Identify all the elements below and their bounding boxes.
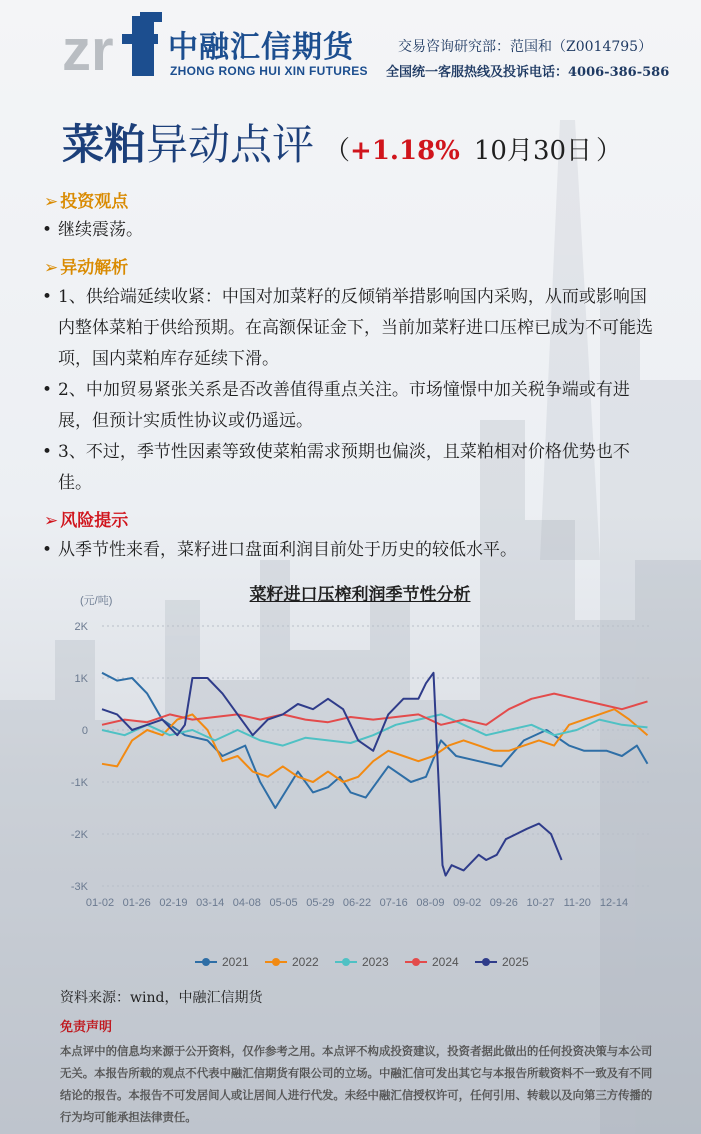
section-analysis-heading: ➢ 异动解析: [44, 258, 129, 278]
series-line-2021: [102, 673, 648, 808]
chart-canvas: [60, 574, 660, 984]
x-tick-label: 02-19: [159, 897, 188, 909]
legend-label: 2025: [502, 955, 529, 969]
company-logo-icon: [62, 12, 162, 80]
x-tick-label: 03-14: [196, 897, 225, 909]
report-title: [62, 112, 622, 172]
report-header: [0, 0, 701, 92]
hotline-info: 全国统一客服热线及投诉电话：4006-386-586: [386, 65, 670, 80]
title-paren-open: （: [324, 136, 351, 166]
profit-seasonal-chart: [60, 574, 660, 984]
legend-label: 2023: [362, 955, 389, 969]
x-tick-label: 05-05: [269, 897, 298, 909]
legend-label: 2024: [432, 955, 459, 969]
arrow-icon: ➢: [44, 192, 59, 212]
company-name-en: ZHONG RONG HUI XIN FUTURES: [170, 64, 368, 78]
x-tick-label: 04-08: [232, 897, 261, 909]
chart-title: 菜籽进口压榨利润季节性分析: [249, 585, 471, 605]
list-item: • 3、不过，季节性因素等致使菜粕需求预期也偏淡，且菜粕相对价格优势也不佳。: [42, 442, 630, 493]
title-paren-close: ）: [596, 136, 623, 166]
x-tick-label: 12-14: [599, 897, 629, 909]
company-name-cn: 中融汇信期货: [168, 30, 354, 65]
x-tick-label: 01-02: [85, 897, 115, 909]
disclaimer-body: 本点评中的信息均来源于公开资料，仅作参考之用。本点评不构成投资建议，投资者据此做出的任何投资决策与本公司无关。本报告所载的观点不代表中融汇信期货有限公司的立场。中融汇信可发出其它与本报告所载资料不一致及有不同结论的报告。本报告不可发居间人或让居间人进行代发。未经中融汇信授权许可，任何引用、转载以及向第三方传播的行为均可能承担法律责任。: [60, 1044, 653, 1124]
data-source: 资料来源：wind，中融汇信期货: [60, 990, 263, 1006]
arrow-icon: ➢: [44, 511, 59, 531]
legend-marker: [202, 958, 210, 966]
y-tick-label: -2K: [70, 829, 88, 841]
svg-text:zr: zr: [62, 18, 114, 80]
x-tick-label: 10-27: [526, 897, 555, 909]
x-tick-label: 07-16: [379, 897, 408, 909]
y-tick-label: 1K: [74, 673, 88, 685]
x-tick-label: 09-26: [489, 897, 518, 909]
y-tick-label: 0: [81, 725, 88, 737]
legend-marker: [482, 958, 490, 966]
legend-marker: [412, 958, 420, 966]
list-item: • 1、供给端延续收紧：中国对加菜籽的反倾销举措影响国内采购，从而或影响国内整体菜粕于供给预期。在高额保证金下，当前加菜籽进口压榨已成为不可能选项，国内菜粕库存延续下滑。: [42, 287, 653, 369]
legend-marker: [342, 958, 350, 966]
list-item: • 2、中加贸易紧张关系是否改善值得重点关注。市场憧憬中加关税争端或有进展，但预计实质性协议或仍遥远。: [42, 380, 630, 431]
title-commodity: 菜粕: [62, 120, 147, 169]
report-date: 10月30日: [473, 136, 593, 166]
section-risk-heading: ➢ 风险提示: [44, 511, 129, 531]
price-change: +1.18%: [350, 136, 460, 166]
series-line-2024: [102, 694, 648, 725]
list-item: • 继续震荡。: [42, 220, 143, 240]
arrow-icon: ➢: [44, 258, 59, 278]
y-tick-label: -1K: [70, 777, 88, 789]
y-axis-label: (元/吨): [80, 595, 113, 607]
legend-marker: [272, 958, 280, 966]
legend-label: 2022: [292, 955, 319, 969]
x-tick-label: 09-02: [453, 897, 482, 909]
legend-label: 2021: [222, 955, 249, 969]
title-type: 异动点评: [146, 120, 315, 169]
x-tick-label: 05-29: [306, 897, 335, 909]
list-item: • 从季节性来看，菜籽进口盘面利润目前处于历史的较低水平。: [42, 540, 517, 560]
y-tick-label: -3K: [70, 881, 88, 893]
x-tick-label: 08-09: [416, 897, 445, 909]
y-tick-label: 2K: [74, 621, 88, 633]
x-tick-label: 06-22: [342, 897, 372, 909]
x-tick-label: 11-20: [563, 897, 591, 909]
section-view-heading: ➢ 投资观点: [44, 192, 129, 212]
analyst-info: 交易咨询研究部：范国和（Z0014795）: [398, 39, 653, 55]
disclaimer-title: 免责声明: [60, 1020, 113, 1035]
x-tick-label: 01-26: [122, 897, 151, 909]
